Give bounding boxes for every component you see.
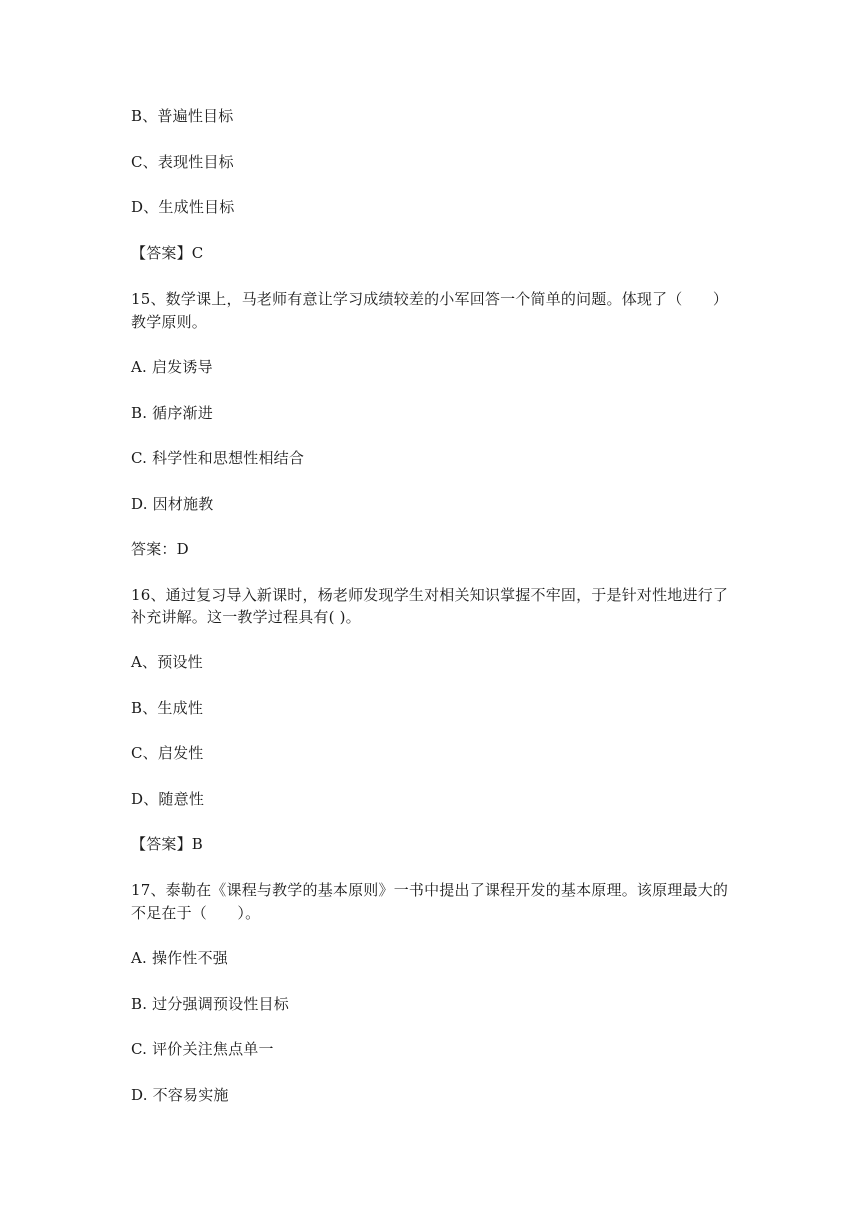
q14-option-b: B、普遍性目标 [131,107,234,125]
q14-option-d: D、生成性目标 [131,198,235,216]
q15-option-a: A. 启发诱导 [131,358,213,376]
q15-stem-line2: 教学原则。 [131,313,208,331]
q17-option-a: A. 操作性不强 [131,949,228,967]
q17-option-c: C. 评价关注焦点单一 [131,1040,274,1058]
q17-option-d: D. 不容易实施 [131,1086,229,1104]
q16-option-d: D、随意性 [131,790,205,808]
q15-option-b: B. 循序渐进 [131,404,213,422]
q15-option-d: D. 因材施教 [131,495,214,513]
q16-stem-line2: 补充讲解。这一教学过程具有( )。 [131,608,361,626]
q14-option-c: C、表现性目标 [131,153,234,171]
q15-option-c: C. 科学性和思想性相结合 [131,449,305,467]
q17-stem-line1: 17、泰勒在《课程与教学的基本原则》一书中提出了课程开发的基本原理。该原理最大的 [131,881,729,899]
q15-stem-line1: 15、数学课上，马老师有意让学习成绩较差的小军回答一个简单的问题。体现了（ ） [131,290,729,308]
q16-option-b: B、生成性 [131,699,204,717]
q17-stem-line2: 不足在于（ ）。 [131,904,261,922]
q15-answer: 答案：D [131,540,189,558]
q16-option-c: C、启发性 [131,744,204,762]
q17-option-b: B. 过分强调预设性目标 [131,995,289,1013]
q16-answer: 【答案】B [131,835,204,853]
q14-answer: 【答案】C [131,244,204,262]
q16-option-a: A、预设性 [131,653,203,671]
q16-stem-line1: 16、通过复习导入新课时，杨老师发现学生对相关知识掌握不牢固，于是针对性地进行了 [131,586,729,604]
